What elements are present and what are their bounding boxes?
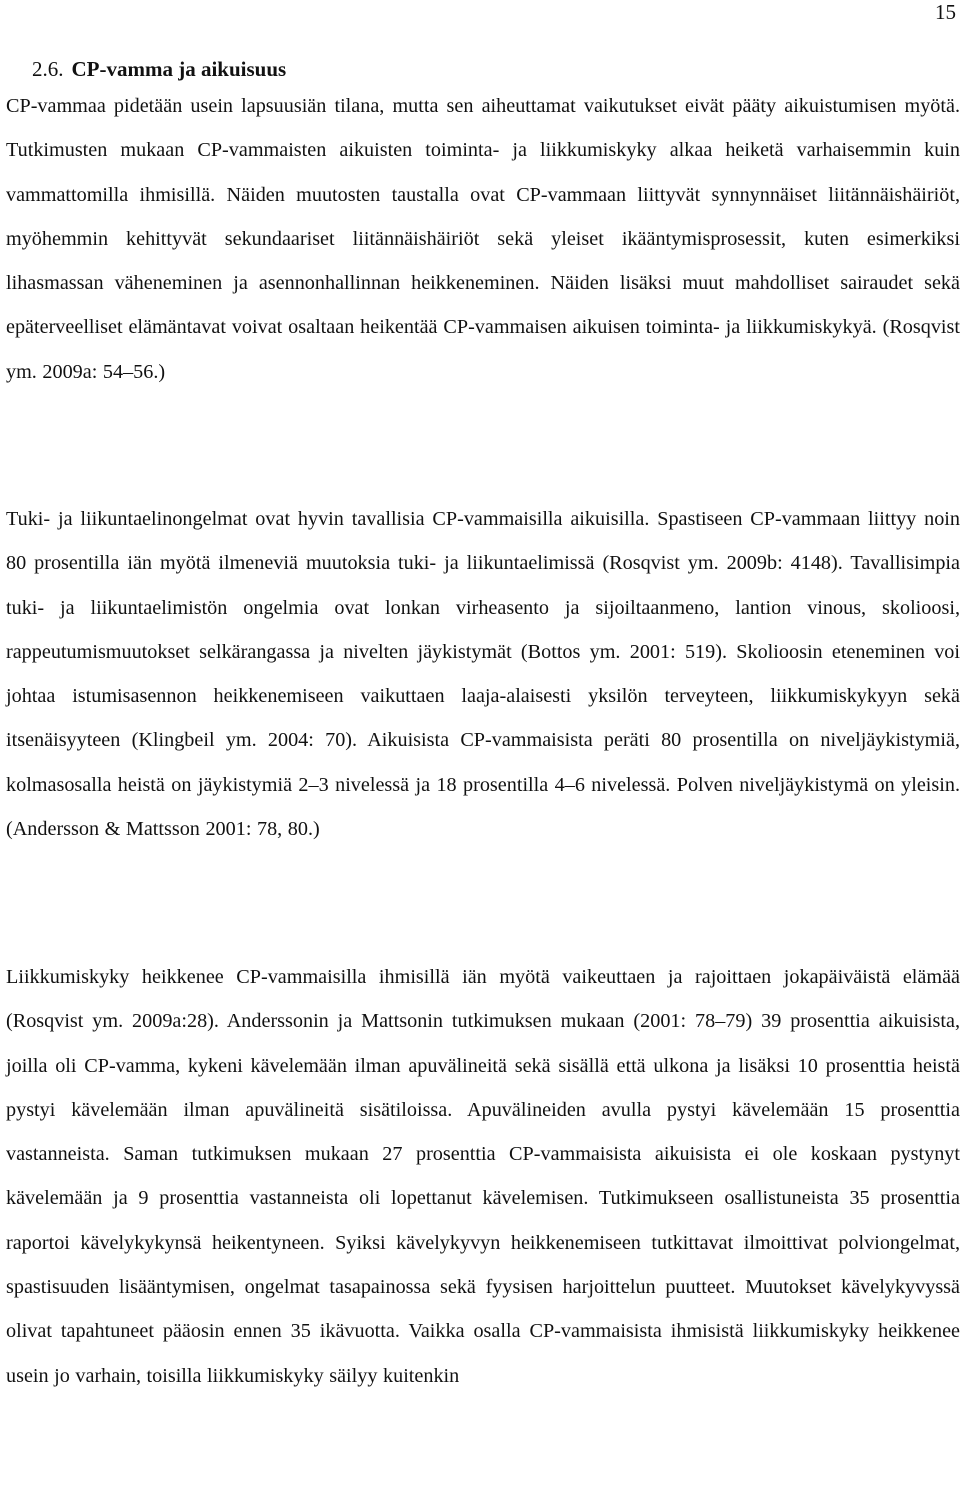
paragraph: Tuki- ja liikuntaelinongelmat ovat hyvin tavallisia CP-vammaisilla aikuisilla. Spastiseen CP-vammaan liittyy noin 80 prosentilla iän myötä ilmeneviä muutoksia tuki- ja liikuntaelimissä (Rosqvist ym. 2009b: 4148). Tavallisimpia tuki- ja liikuntaelimistön ongelmia ovat lonkan virheasento ja sijoiltaanmeno, lantion vinous, skolioosi, rappeutumismuutokset selkärangassa ja nivelten jäykistymät (Bottos ym. 2001: 519). Skolioosin eteneminen voi johtaa istumisasennon heikkenemiseen vaikuttaen laaja-alaisesti yksilön terveyteen, liikkumiskykyyn sekä itsenäisyyteen (Klingbeil ym. 2004: 70). Aikuisista CP-vammaisista peräti 80 prosentilla on niveljäykistymiä, kolmasosalla heistä on jäykistymiä 2–3 nivelessä ja 18 prosentilla 4–6 nivelessä. Polven niveljäykistymä on yleisin. (Andersson & Mattsson 2001: 78, 80.): [6, 508, 960, 841]
section-heading: [32, 55, 286, 83]
section-title: CP-vamma ja aikuisuus: [71, 57, 287, 81]
paragraph: CP-vammaa pidetään usein lapsuusiän tilana, mutta sen aiheuttamat vaikutukset eivät pääty aikuistumisen myötä. Tutkimusten mukaan CP-vammaisten aikuisten toiminta- ja liikkumiskyky alkaa heiketä varhaisemmin kuin vammattomilla ihmisillä. Näiden muutosten taustalla ovat CP-vammaan liittyvät synnynnäiset liitännäishäiriöt, myöhemmin kehittyvät sekundaariset liitännäishäiriöt sekä yleiset ikääntymisprosessit, kuten esimerkiksi lihasmassan väheneminen ja asennonhallinnan heikkeneminen. Näiden lisäksi muut mahdolliset sairaudet sekä epäterveelliset elämäntavat voivat osaltaan heikentää CP-vammaisen aikuisen toiminta- ja liikkumiskykyä. (Rosqvist ym. 2009a: 54–56.): [6, 95, 960, 383]
page-number: 15: [935, 0, 956, 24]
paragraph: Liikkumiskyky heikkenee CP-vammaisilla ihmisillä iän myötä vaikeuttaen ja rajoittaen jokapäiväistä elämää (Rosqvist ym. 2009a:28). Anderssonin ja Mattsonin tutkimuksen mukaan (2001: 78–79) 39 prosenttia aikuisista, joilla oli CP-vamma, kykeni kävelemään ilman apuvälineitä sekä sisällä että ulkona ja lisäksi 10 prosenttia heistä pystyi kävelemään ilman apuvälineitä sisätiloissa. Apuvälineiden avulla pystyi kävelemään 15 prosenttia vastanneista. Saman tutkimuksen mukaan 27 prosenttia CP-vammaisista aikuisista ei ole koskaan pystynyt kävelemään ja 9 prosenttia vastanneista oli lopettanut kävelemisen. Tutkimukseen osallistuneista 35 prosenttia raportoi kävelykykynsä heikentyneen. Syiksi kävelykyvyn heikkenemiseen tutkittavat ilmoittivat polviongelmat, spastisuuden lisääntymisen, ongelmat tasapainossa sekä fyysisen harjoittelun puutteet. Muutokset kävelykyvyssä olivat tapahtuneet pääosin ennen 35 ikävuotta. Vaikka osalla CP-vammaisista ihmisistä liikkumiskyky heikkenee usein jo varhain, toisilla liikkumiskyky säilyy kuitenkin: [6, 966, 960, 1387]
section-number: 2.6.: [32, 57, 64, 81]
